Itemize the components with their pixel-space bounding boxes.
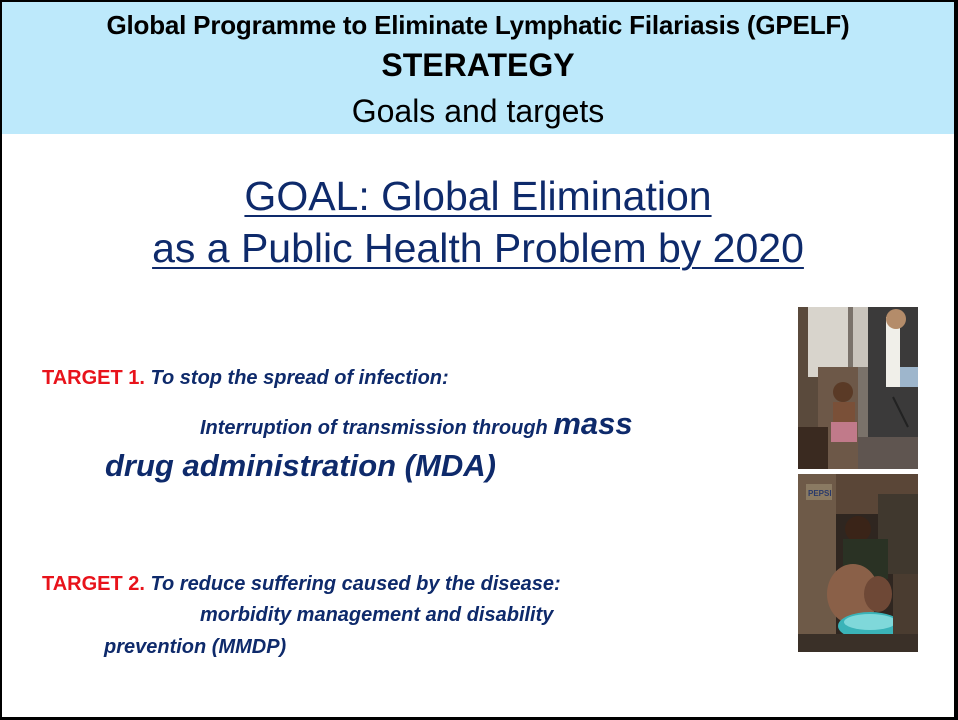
target-2-description: To reduce suffering caused by the disease: (150, 573, 561, 595)
mmdp-photo (798, 474, 918, 652)
target-2-heading (42, 573, 561, 596)
target-1-detail-text: Interruption of transmission through (200, 417, 548, 439)
target-1-label: TARGET 1. (42, 367, 145, 389)
goal-line-1: GOAL: Global Elimination (244, 173, 712, 219)
target-2-detail-line-2: prevention (MMDP) (104, 636, 287, 658)
goal-heading (2, 170, 954, 274)
goal-line-2: as a Public Health Problem by 2020 (152, 225, 804, 271)
target-1-description: To stop the spread of infection: (150, 367, 449, 389)
pepsi-sign: PEPSI (808, 489, 832, 498)
target-1-detail-line-2: drug administration (MDA) (105, 448, 496, 483)
title-banner (2, 2, 954, 134)
target-2-detail-line-1: morbidity management and disability (200, 604, 554, 626)
mda-photo (798, 307, 918, 469)
programme-title: Global Programme to Eliminate Lymphatic Filariasis (GPELF) (106, 10, 850, 40)
mda-photo-illustration (798, 307, 918, 469)
target-1-detail-line-1 (200, 406, 633, 442)
strategy-heading: STERATEGY (381, 47, 575, 83)
target-1-heading (42, 367, 449, 390)
slide (2, 2, 954, 717)
target-2-label: TARGET 2. (42, 573, 145, 595)
mmdp-photo-illustration (798, 474, 918, 652)
goals-subheading: Goals and targets (351, 93, 605, 129)
target-1-detail-mass: mass (553, 406, 633, 441)
